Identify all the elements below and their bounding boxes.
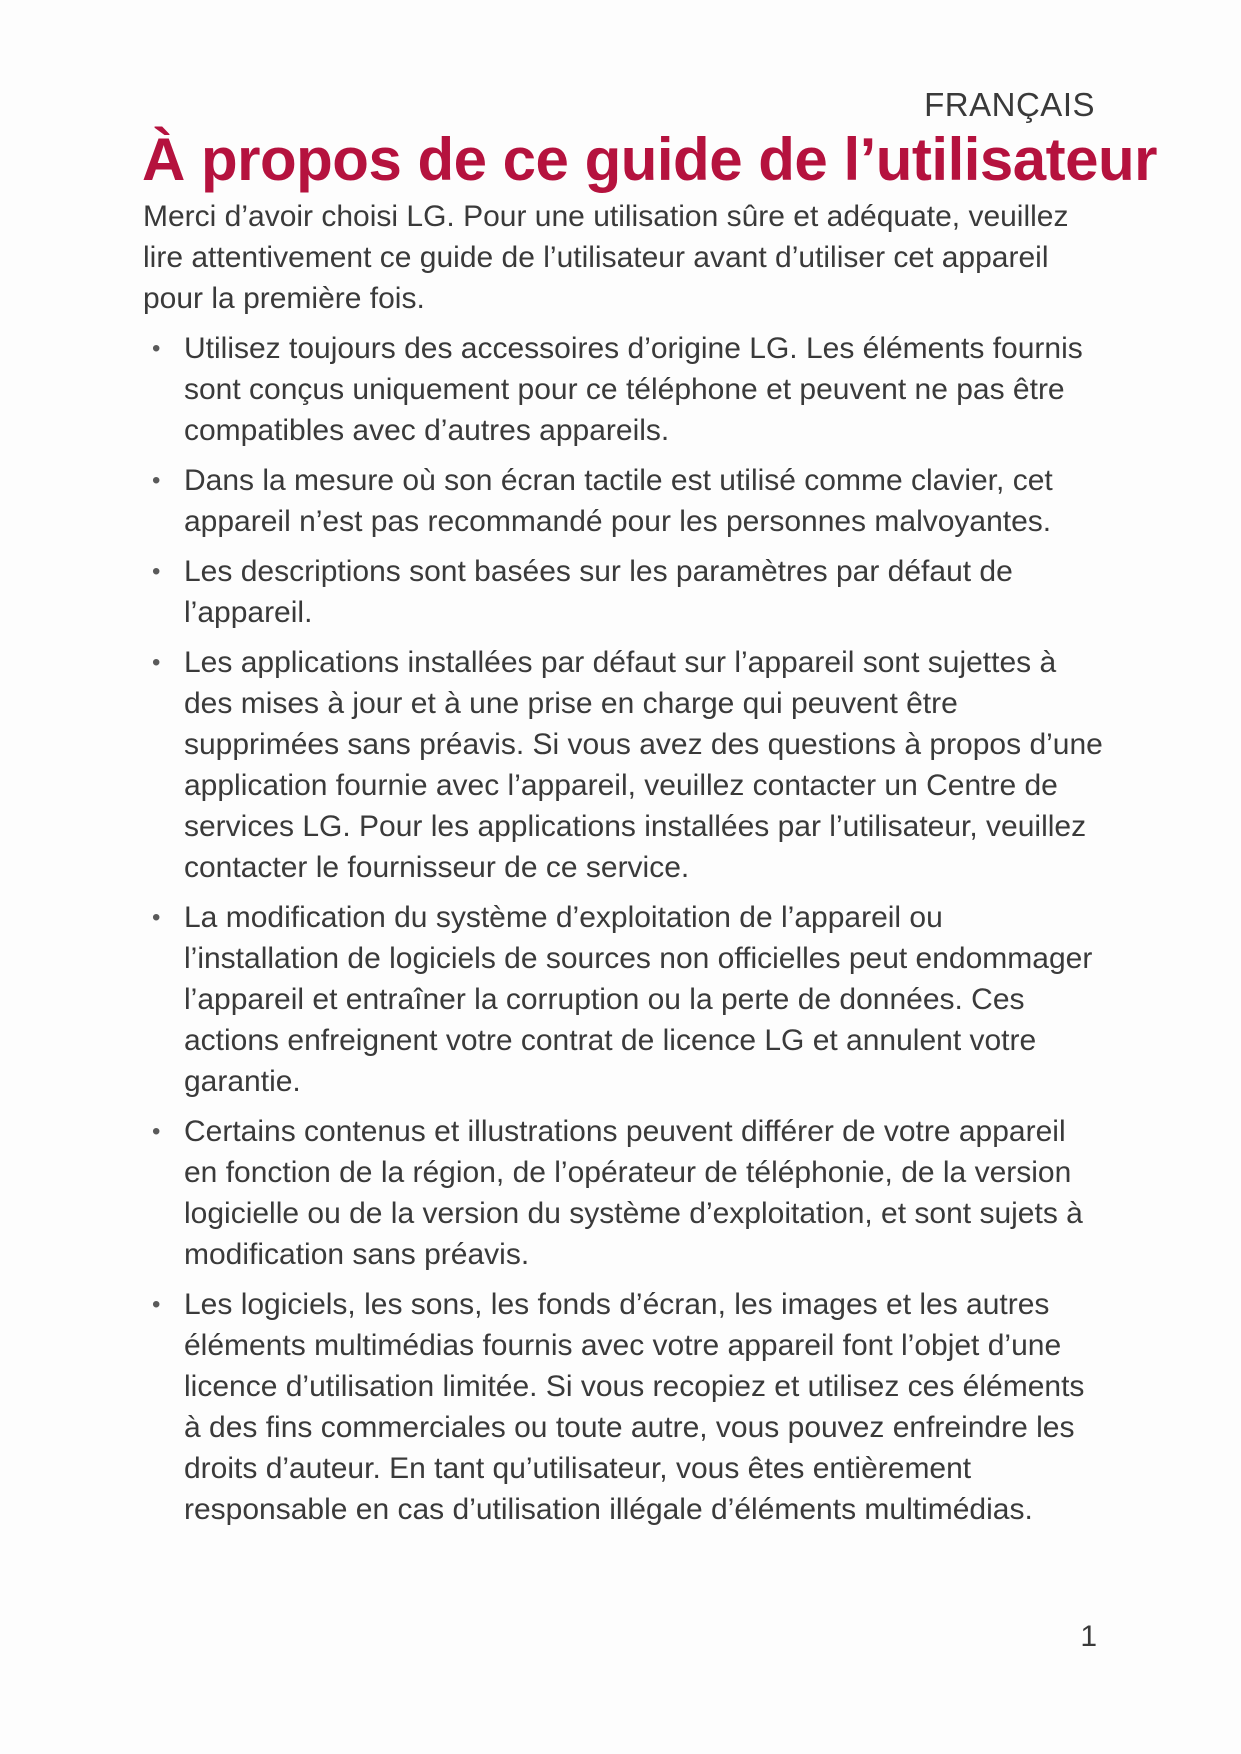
language-label: FRANÇAIS bbox=[924, 86, 1095, 123]
list-item bbox=[143, 1284, 1103, 1530]
bullet-icon: • bbox=[152, 467, 161, 494]
bullet-icon: • bbox=[152, 335, 161, 362]
bullet-icon: • bbox=[152, 904, 161, 931]
list-item bbox=[143, 328, 1103, 451]
list-item bbox=[143, 551, 1103, 633]
list-item bbox=[143, 897, 1103, 1102]
list-item-text: Certains contenus et illustrations peuvent différer de votre appareil en fonction de la région, de l’opérateur de téléphonie, de la version logicielle ou de la version du système d’exploitation, et sont sujets à modification sans préavis. bbox=[184, 1115, 1083, 1271]
bullet-icon: • bbox=[152, 649, 161, 676]
page-title: À propos de ce guide de l’utilisateur bbox=[142, 126, 1158, 193]
bullet-icon: • bbox=[152, 1291, 161, 1318]
list-item-text: Les applications installées par défaut sur l’appareil sont sujettes à des mises à jour et à une prise en charge qui peuvent être supprimées sans préavis. Si vous avez des questions à propos d’une application fournie avec l’appareil, veuillez contacter un Centre de services LG. Pour les applications installées par l’utilisateur, veuillez contacter le fournisseur de ce service. bbox=[184, 646, 1103, 884]
bullet-list bbox=[143, 328, 1103, 1539]
list-item-text: Les logiciels, les sons, les fonds d’écran, les images et les autres éléments multimédias fournis avec votre appareil font l’objet d’une licence d’utilisation limitée. Si vous recopiez et utilisez ces éléments à des fins commerciales ou toute autre, vous pouvez enfreindre les droits d’auteur. En tant qu’utilisateur, vous êtes entièrement responsable en cas d’utilisation illégale d’éléments multimédias. bbox=[184, 1288, 1085, 1526]
list-item-text: Les descriptions sont basées sur les paramètres par défaut de l’appareil. bbox=[184, 555, 1013, 629]
list-item-text: Utilisez toujours des accessoires d’origine LG. Les éléments fournis sont conçus uniquement pour ce téléphone et peuvent ne pas être compatibles avec d’autres appareils. bbox=[184, 332, 1083, 447]
bullet-icon: • bbox=[152, 1118, 161, 1145]
list-item bbox=[143, 460, 1103, 542]
list-item bbox=[143, 1111, 1103, 1275]
list-item-text: La modification du système d’exploitation de l’appareil ou l’installation de logiciels de sources non officielles peut endommager l’appareil et entraîner la corruption ou la perte de données. Ces actions enfreignent votre contrat de licence LG et annulent votre garantie. bbox=[184, 901, 1093, 1098]
bullet-icon: • bbox=[152, 558, 161, 585]
list-item-text: Dans la mesure où son écran tactile est utilisé comme clavier, cet appareil n’est pas recommandé pour les personnes malvoyantes. bbox=[184, 464, 1053, 538]
page-number: 1 bbox=[1080, 1620, 1097, 1653]
intro-paragraph: Merci d’avoir choisi LG. Pour une utilisation sûre et adéquate, veuillez lire attentivement ce guide de l’utilisateur avant d’utiliser cet appareil pour la première fois. bbox=[143, 200, 1069, 315]
list-item bbox=[143, 642, 1103, 888]
